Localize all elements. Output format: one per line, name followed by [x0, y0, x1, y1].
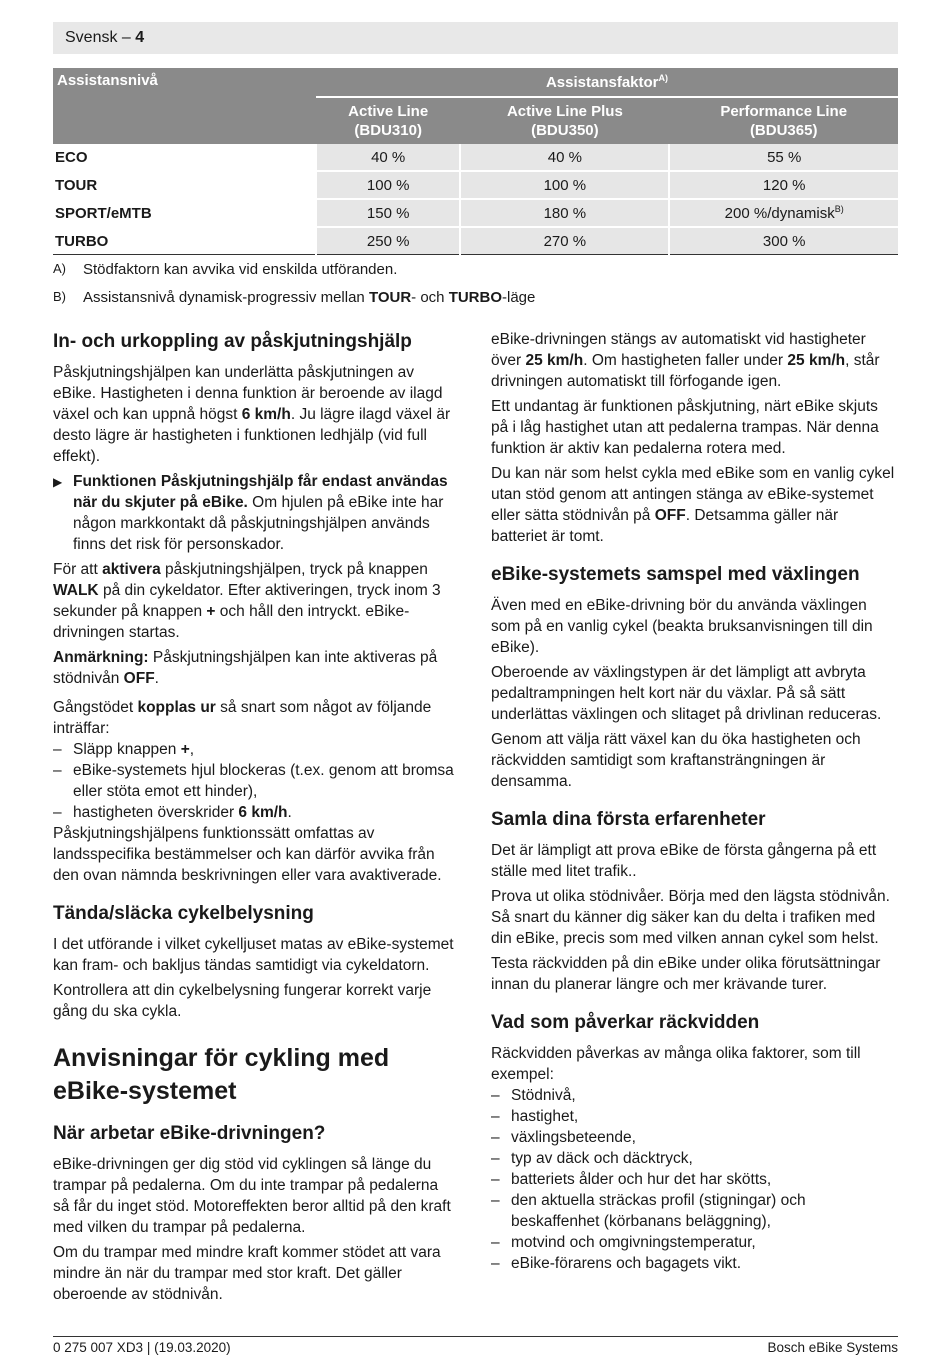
range-factors-list [491, 1085, 898, 1274]
list-item: – typ av däck och däcktryck, [491, 1148, 898, 1169]
table-row [53, 199, 898, 227]
level-cell: TURBO [53, 227, 316, 255]
col-performance-line: Performance Line (BDU365) [669, 97, 898, 144]
publisher: Bosch eBike Systems [767, 1340, 898, 1355]
section-title-lighting: Tända/släcka cykelbelysning [53, 903, 314, 924]
header-separator: – [117, 29, 136, 46]
value-cell: 100 % [460, 171, 669, 199]
list-item: – eBike-systemets hjul blockeras (t.ex. genom att bromsa eller stöta emot ett hinder), [53, 760, 458, 802]
list-item: – batteriets ålder och hur det har skötts, [491, 1169, 898, 1190]
value-cell: 100 % [316, 171, 460, 199]
section-title-gearing: eBike-systemets samspel med växlingen [491, 564, 860, 585]
document-number: 0 275 007 XD3 | (19.03.2020) [53, 1340, 231, 1355]
list-item: – eBike-förarens och bagagets vikt. [491, 1253, 898, 1274]
footnote-ref-b: B) [834, 203, 844, 214]
section-title-drive-operation: När arbetar eBike-drivningen? [53, 1123, 326, 1144]
value-cell: 200 %/dynamisk$^{B)}$ [669, 199, 898, 227]
list-item: – den aktuella sträckas profil (stigningar) och beskaffenhet (körbanans beläggning), [491, 1190, 898, 1232]
value-cell: 150 % [316, 199, 460, 227]
col-active-line: Active Line (BDU310) [316, 97, 460, 144]
warning-triangle-icon: ▶ [53, 475, 63, 489]
paragraph: Påskjutningshjälpens funktionssätt omfattas av landsspecifika bestämmelser och kan därför avvika från den ovan nämnda beskrivningen eller vara avaktiverade. [53, 825, 442, 884]
footnote-b: B) Assistansnivå dynamisk-progressiv mellan TOUR- och TURBO-läge [53, 289, 536, 306]
header-language: Svensk [65, 29, 118, 46]
paragraph: Kontrollera att din cykelbelysning fungerar korrekt varje gång du ska cykla. [53, 982, 432, 1020]
value-cell: 40 % [316, 144, 460, 171]
section-title-walk-assist: In- och urkoppling av påskjutningshjälp [53, 331, 412, 352]
deactivation-list [53, 739, 458, 823]
chapter-title: Anvisningar för cykling med eBike-systemet [53, 1044, 390, 1105]
paragraph: eBike-drivningen stängs av automatiskt vid hastigheter över 25 km/h. Om hastigheten faller under 25 km/h, står drivningen automatiskt till förfogande igen. [491, 331, 880, 390]
col-active-line-plus: Active Line Plus (BDU350) [460, 97, 669, 144]
warning-note: ▶ Funktionen Påskjutningshjälp får endast användas när du skjuter på eBike. Om hjulen på eBike inte har någon markkontakt då påskjutningshjälpen används finns det risk för personskador. [53, 473, 448, 553]
footnote-a: A) Stödfaktorn kan avvika vid enskilda utföranden. [53, 261, 398, 278]
right-column [491, 329, 898, 1274]
paragraph: Genom att välja rätt växel kan du öka hastigheten och räckvidden samtidigt som kraftansträngningen är densamma. [491, 731, 861, 790]
note-paragraph: Anmärkning: Påskjutningshjälpen kan inte aktiveras på stödnivån OFF. [53, 649, 438, 687]
value-cell: 270 % [460, 227, 669, 255]
table-row [53, 227, 898, 255]
col-factor-header: Assistansfaktor$^{A)}$ [316, 68, 898, 97]
level-cell: ECO [53, 144, 316, 171]
list-item: – växlingsbeteende, [491, 1127, 898, 1148]
value-cell: 40 % [460, 144, 669, 171]
value-cell: 180 % [460, 199, 669, 227]
paragraph: Testa räckvidden på din eBike under olika förutsättningar innan du planerar längre och mer krävande turer. [491, 955, 881, 993]
level-cell: SPORT/eMTB [53, 199, 316, 227]
paragraph: Prova ut olika stödnivåer. Börja med den lägsta stödnivån. Så snart du känner dig säker kan du delta i trafiken med din eBike, precis som med vilken annan cykel som helst. [491, 888, 890, 947]
section-title-first-experience: Samla dina första erfarenheter [491, 809, 766, 830]
paragraph: För att aktivera påskjutningshjälpen, tryck på knappen WALK på din cykeldator. Efter aktiveringen, tryck inom 3 sekunder på knappen + och håll den intryckt. eBike-drivningen startas. [53, 561, 441, 641]
value-cell: 300 % [669, 227, 898, 255]
value-cell: 250 % [316, 227, 460, 255]
left-column [53, 330, 458, 1309]
table-row [53, 171, 898, 199]
paragraph: Om du trampar med mindre kraft kommer stödet att vara mindre än när du trampar med stor kraft. Det gäller oberoende av stödnivån. [53, 1244, 441, 1303]
section-title-range: Vad som påverkar räckvidden [491, 1012, 760, 1033]
paragraph: eBike-drivningen ger dig stöd vid cyklingen så länge du trampar på pedalerna. Om du inte trampar på pedalerna så får du inget stöd. Motoreffekten beror alltid på den kraft med vilken du trampar på pedalerna. [53, 1156, 451, 1236]
paragraph: Oberoende av växlingstypen är det lämpligt att avbryta pedaltrampningen helt kort när du växlar. På så sätt underlättas växlingen och slitaget på drivlinan reduceras. [491, 664, 882, 723]
value-cell: 120 % [669, 171, 898, 199]
paragraph: Påskjutningshjälpen kan underlätta påskjutningen av eBike. Hastigheten i denna funktion är beroende av ilagd växel och kan uppnå högst 6 km/h. Ju lägre ilagd växel är desto lägre är hastigheten i funktionen ledhjälp (vid full effekt). [53, 364, 451, 465]
col-level-header: Assistansnivå [53, 68, 316, 144]
paragraph: Räckvidden påverkas av många olika faktorer, som till exempel: [491, 1045, 861, 1083]
table-row [53, 144, 898, 171]
paragraph: Det är lämpligt att prova eBike de första gångerna på ett ställe med litet trafik.. [491, 842, 877, 880]
paragraph: Gångstödet kopplas ur så snart som något av följande inträffar: [53, 699, 432, 737]
page-header [53, 22, 898, 54]
list-item: – motvind och omgivningstemperatur, [491, 1232, 898, 1253]
list-item: – Släpp knappen +, [53, 739, 458, 760]
paragraph: Ett undantag är funktionen påskjutning, närt eBike skjuts på i låg hastighet utan att pedalerna trampas. När denna funktion är aktiv kan pedalerna rotera med. [491, 398, 879, 457]
footnote-ref-a: A) [658, 72, 669, 83]
list-item: – hastighet, [491, 1106, 898, 1127]
paragraph: Du kan när som helst cykla med eBike som en vanlig cykel utan stöd genom att antingen stänga av eBike-systemet eller sätta stödnivån på OFF. Detsamma gäller när batteriet är tomt. [491, 465, 895, 545]
list-item: – Stödnivå, [491, 1085, 898, 1106]
page-number: 4 [135, 29, 145, 46]
page-footer [53, 1336, 898, 1355]
list-item: – hastigheten överskrider 6 km/h. [53, 802, 458, 823]
level-cell: TOUR [53, 171, 316, 199]
paragraph: Även med en eBike-drivning bör du använda växlingen som på en vanlig cykel (beakta bruksanvisningen till din eBike). [491, 597, 873, 656]
assistance-table [53, 68, 898, 255]
paragraph: I det utförande i vilket cykelljuset matas av eBike-systemet kan fram- och bakljus tändas samtidigt via cykeldatorn. [53, 936, 454, 974]
value-cell: 55 % [669, 144, 898, 171]
table-header-row [53, 68, 898, 97]
